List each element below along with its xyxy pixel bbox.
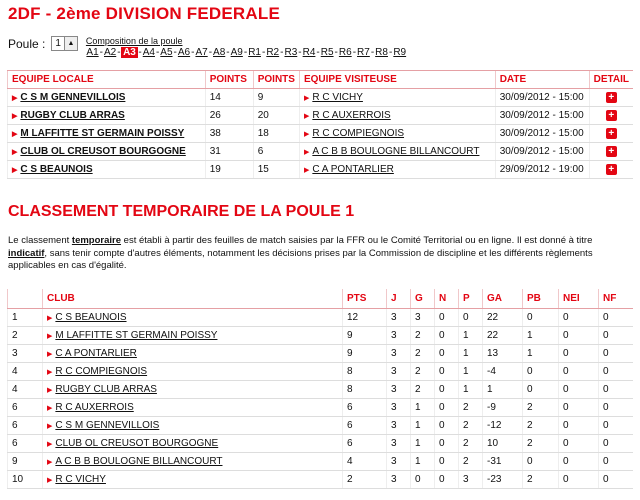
- poule-link-separator: -: [117, 47, 121, 58]
- cell-n: 0: [435, 380, 459, 398]
- cell-j: 3: [387, 308, 411, 326]
- col-points-away: POINTS: [253, 71, 299, 89]
- away-points: 18: [253, 125, 299, 143]
- poule-selector-row: [8, 36, 407, 58]
- col-p: P: [459, 289, 483, 308]
- standings-table: [7, 289, 633, 489]
- triangle-right-icon: ▶︎: [47, 368, 53, 376]
- away-points: 6: [253, 143, 299, 161]
- para-text-2: est établi à partir des feuilles de match saisies par la FFR ou le Comité Territorial ou en ligne. Il est donné à titre: [121, 235, 593, 246]
- away-points: 15: [253, 161, 299, 179]
- cell-ga: 13: [483, 344, 523, 362]
- col-pts: PTS: [343, 289, 387, 308]
- triangle-right-icon: ▶︎: [47, 314, 53, 322]
- poule-link-separator: -: [352, 47, 357, 58]
- plus-icon[interactable]: +: [606, 92, 617, 103]
- poule-link-a9[interactable]: A9: [230, 47, 243, 58]
- cell-j: 3: [387, 434, 411, 452]
- cell-j: 3: [387, 362, 411, 380]
- away-team[interactable]: [299, 107, 495, 125]
- cell-pb: 2: [523, 434, 559, 452]
- detail-cell: [589, 107, 633, 125]
- club-name[interactable]: CLUB OL CREUSOT BOURGOGNE: [55, 437, 219, 449]
- plus-icon[interactable]: +: [606, 128, 617, 139]
- cell-ga: 22: [483, 308, 523, 326]
- cell-j: 3: [387, 380, 411, 398]
- detail-cell: [589, 161, 633, 179]
- triangle-right-icon: ▶︎: [47, 350, 53, 358]
- cell-rank: 10: [8, 470, 43, 488]
- cell-nf: 0: [599, 398, 634, 416]
- triangle-right-icon: ▶︎: [12, 113, 18, 120]
- standings-row: [8, 308, 634, 326]
- cell-nf: 0: [599, 416, 634, 434]
- cell-p: 1: [459, 362, 483, 380]
- standings-row: [8, 326, 634, 344]
- cell-j: 3: [387, 344, 411, 362]
- detail-cell: [589, 89, 633, 107]
- poule-link-separator: -: [243, 47, 248, 58]
- match-date: 30/09/2012 - 15:00: [495, 107, 589, 125]
- cell-pb: 2: [523, 398, 559, 416]
- cell-pb: 0: [523, 452, 559, 470]
- triangle-right-icon: ▶︎: [12, 95, 18, 102]
- cell-nf: 0: [599, 470, 634, 488]
- triangle-right-icon: ▶︎: [47, 476, 53, 484]
- cell-n: 0: [435, 344, 459, 362]
- standings-row: [8, 380, 634, 398]
- cell-rank: 3: [8, 344, 43, 362]
- club-name[interactable]: RUGBY CLUB ARRAS: [55, 383, 157, 395]
- cell-g: 2: [411, 380, 435, 398]
- cell-nei: 0: [559, 344, 599, 362]
- poule-link-a3[interactable]: A3: [123, 47, 136, 58]
- cell-p: 1: [459, 326, 483, 344]
- club-cell[interactable]: [43, 326, 343, 344]
- away-team-name[interactable]: A C B B BOULOGNE BILLANCOURT: [312, 146, 480, 157]
- classement-description: [8, 235, 632, 273]
- away-points: 20: [253, 107, 299, 125]
- poule-link-r6[interactable]: R6: [338, 47, 352, 58]
- triangle-right-icon: ▶︎: [12, 131, 18, 138]
- cell-nei: 0: [559, 434, 599, 452]
- cell-p: 2: [459, 398, 483, 416]
- home-team[interactable]: [8, 125, 206, 143]
- cell-pts: 12: [343, 308, 387, 326]
- cell-g: 1: [411, 452, 435, 470]
- composition: [86, 36, 407, 58]
- cell-p: 2: [459, 452, 483, 470]
- poule-link-separator: -: [388, 47, 393, 58]
- col-nf: NF: [599, 289, 634, 308]
- club-name[interactable]: C A PONTARLIER: [55, 347, 137, 359]
- cell-n: 0: [435, 398, 459, 416]
- col-equipe-visiteuse: EQUIPE VISITEUSE: [299, 71, 495, 89]
- col-rank: [8, 289, 43, 308]
- poule-link-separator: -: [334, 47, 338, 58]
- home-team[interactable]: [8, 89, 206, 107]
- club-cell[interactable]: [43, 308, 343, 326]
- home-points: 14: [205, 89, 253, 107]
- away-team[interactable]: [299, 143, 495, 161]
- triangle-right-icon: ▶︎: [303, 149, 310, 156]
- triangle-right-icon: ▶︎: [303, 167, 310, 174]
- triangle-right-icon: ▶︎: [12, 149, 18, 156]
- club-name[interactable]: R C COMPIEGNOIS: [55, 365, 148, 377]
- away-team-name[interactable]: R C AUXERROIS: [312, 110, 391, 121]
- cell-rank: 1: [8, 308, 43, 326]
- cell-ga: -12: [483, 416, 523, 434]
- col-equipe-locale: EQUIPE LOCALE: [8, 71, 206, 89]
- cell-nei: 0: [559, 380, 599, 398]
- link-indicatif[interactable]: indicatif: [8, 247, 45, 259]
- cell-pts: 2: [343, 470, 387, 488]
- standings-row: [8, 452, 634, 470]
- poule-label: Poule :: [8, 37, 46, 51]
- cell-p: 2: [459, 434, 483, 452]
- col-n: N: [435, 289, 459, 308]
- standings-row: [8, 434, 634, 452]
- cell-j: 3: [387, 416, 411, 434]
- home-points: 38: [205, 125, 253, 143]
- cell-nf: 0: [599, 344, 634, 362]
- cell-g: 2: [411, 344, 435, 362]
- classement-title: CLASSEMENT TEMPORAIRE DE LA POULE 1: [8, 203, 355, 220]
- cell-n: 0: [435, 416, 459, 434]
- triangle-right-icon: ▶︎: [303, 113, 310, 120]
- cell-p: 0: [459, 308, 483, 326]
- cell-pts: 8: [343, 380, 387, 398]
- cell-j: 3: [387, 398, 411, 416]
- cell-pts: 4: [343, 452, 387, 470]
- cell-nf: 0: [599, 326, 634, 344]
- cell-g: 2: [411, 362, 435, 380]
- cell-rank: 9: [8, 452, 43, 470]
- cell-g: 1: [411, 434, 435, 452]
- cell-nei: 0: [559, 416, 599, 434]
- cell-rank: 6: [8, 398, 43, 416]
- link-temporaire[interactable]: temporaire: [71, 235, 122, 246]
- poule-link-r1[interactable]: R1: [248, 47, 261, 58]
- cell-pts: 9: [343, 326, 387, 344]
- composition-link[interactable]: Composition de la poule: [85, 36, 183, 46]
- poule-link-separator: -: [155, 47, 160, 58]
- club-name[interactable]: M LAFFITTE ST GERMAIN POISSY: [55, 329, 218, 341]
- poule-link-separator: -: [226, 47, 230, 58]
- club-cell[interactable]: [43, 434, 343, 452]
- cell-pb: 0: [523, 380, 559, 398]
- cell-pb: 2: [523, 470, 559, 488]
- cell-n: 0: [435, 452, 459, 470]
- triangle-right-icon: ▶︎: [47, 422, 53, 430]
- cell-pb: 0: [523, 308, 559, 326]
- cell-p: 3: [459, 470, 483, 488]
- cell-pts: 6: [343, 398, 387, 416]
- away-team[interactable]: [299, 89, 495, 107]
- cell-nf: 0: [599, 452, 634, 470]
- poule-link-separator: -: [173, 47, 177, 58]
- cell-pts: 9: [343, 344, 387, 362]
- match-row: [8, 161, 634, 179]
- home-team[interactable]: [8, 161, 206, 179]
- cell-p: 2: [459, 416, 483, 434]
- cell-nei: 0: [559, 308, 599, 326]
- away-team[interactable]: [299, 125, 495, 143]
- standings-row: [8, 398, 634, 416]
- match-date: 30/09/2012 - 15:00: [495, 89, 589, 107]
- cell-ga: -9: [483, 398, 523, 416]
- poule-link-separator: -: [191, 47, 195, 58]
- cell-g: 2: [411, 326, 435, 344]
- match-date: 29/09/2012 - 19:00: [495, 161, 589, 179]
- cell-nei: 0: [559, 452, 599, 470]
- home-team-name[interactable]: C S M GENNEVILLOIS: [20, 92, 126, 103]
- poule-link-a7[interactable]: A7: [195, 47, 208, 58]
- poule-links: [86, 47, 407, 58]
- poule-link-r3[interactable]: R3: [284, 47, 298, 58]
- poule-link-a5[interactable]: A5: [160, 47, 173, 58]
- plus-icon[interactable]: +: [606, 110, 617, 121]
- col-nei: NEI: [559, 289, 599, 308]
- cell-p: 1: [459, 344, 483, 362]
- triangle-right-icon: ▶︎: [47, 332, 53, 340]
- detail-cell: [589, 143, 633, 161]
- club-cell[interactable]: [43, 362, 343, 380]
- cell-nei: 0: [559, 398, 599, 416]
- poule-link-separator: -: [261, 47, 266, 58]
- standings-row: [8, 470, 634, 488]
- triangle-right-icon: ▶︎: [303, 131, 310, 138]
- poule-select-value: 1: [55, 38, 61, 49]
- para-text-1: Le classement: [8, 235, 72, 246]
- cell-p: 1: [459, 380, 483, 398]
- col-pb: PB: [523, 289, 559, 308]
- detail-cell: [589, 125, 633, 143]
- cell-pts: 8: [343, 362, 387, 380]
- club-cell[interactable]: [43, 452, 343, 470]
- cell-pb: 1: [523, 344, 559, 362]
- away-points: 9: [253, 89, 299, 107]
- cell-pts: 6: [343, 416, 387, 434]
- away-team[interactable]: [299, 161, 495, 179]
- cell-ga: 10: [483, 434, 523, 452]
- club-cell[interactable]: [43, 380, 343, 398]
- poule-link-separator: -: [370, 47, 375, 58]
- club-name[interactable]: A C B B BOULOGNE BILLANCOURT: [55, 455, 223, 467]
- col-j: J: [387, 289, 411, 308]
- matches-table: [7, 70, 633, 179]
- cell-pb: 2: [523, 416, 559, 434]
- away-team-name[interactable]: R C COMPIEGNOIS: [312, 128, 405, 139]
- poule-link-r2[interactable]: R2: [266, 47, 280, 58]
- col-detail: DETAIL: [589, 71, 633, 89]
- match-row: [8, 89, 634, 107]
- cell-nf: 0: [599, 362, 634, 380]
- cell-n: 0: [435, 308, 459, 326]
- cell-j: 3: [387, 470, 411, 488]
- club-cell[interactable]: [43, 398, 343, 416]
- cell-g: 1: [411, 416, 435, 434]
- match-date: 30/09/2012 - 15:00: [495, 125, 589, 143]
- club-cell[interactable]: [43, 344, 343, 362]
- triangle-right-icon: ▶︎: [47, 386, 53, 394]
- home-team[interactable]: [8, 107, 206, 125]
- club-name[interactable]: C S BEAUNOIS: [55, 311, 127, 323]
- cell-ga: -31: [483, 452, 523, 470]
- away-team-name[interactable]: C A PONTARLIER: [312, 164, 394, 175]
- col-date: DATE: [495, 71, 589, 89]
- poule-link-separator: -: [316, 47, 320, 58]
- poule-link-separator: -: [298, 47, 302, 58]
- triangle-right-icon: ▶︎: [47, 404, 53, 412]
- cell-g: 1: [411, 398, 435, 416]
- poule-link-a6[interactable]: A6: [177, 47, 191, 58]
- poule-link-separator: -: [99, 47, 103, 58]
- page-title: 2DF - 2ème DIVISION FEDERALE: [8, 4, 280, 23]
- cell-rank: 6: [8, 416, 43, 434]
- triangle-right-icon: ▶︎: [47, 440, 53, 448]
- cell-nei: 0: [559, 326, 599, 344]
- cell-n: 0: [435, 362, 459, 380]
- club-cell[interactable]: [43, 470, 343, 488]
- club-name[interactable]: R C VICHY: [55, 473, 106, 485]
- cell-ga: -4: [483, 362, 523, 380]
- cell-rank: 2: [8, 326, 43, 344]
- match-row: [8, 107, 634, 125]
- poule-link-separator: -: [138, 47, 142, 58]
- poule-link-r9[interactable]: R9: [393, 47, 407, 58]
- poule-link-a4[interactable]: A4: [142, 47, 155, 58]
- triangle-right-icon: ▶︎: [47, 458, 53, 466]
- standings-row: [8, 362, 634, 380]
- match-row: [8, 143, 634, 161]
- poule-link-r4[interactable]: R4: [302, 47, 316, 58]
- club-name[interactable]: C S M GENNEVILLOIS: [55, 419, 160, 431]
- poule-link-separator: -: [280, 47, 284, 58]
- triangle-right-icon: ▶︎: [303, 95, 310, 102]
- cell-rank: 4: [8, 362, 43, 380]
- col-club: CLUB: [43, 289, 343, 308]
- cell-j: 3: [387, 452, 411, 470]
- col-g: G: [411, 289, 435, 308]
- poule-link-r5[interactable]: R5: [320, 47, 334, 58]
- home-team-name[interactable]: CLUB OL CREUSOT BOURGOGNE: [20, 146, 186, 157]
- cell-n: 0: [435, 470, 459, 488]
- poule-link-a2[interactable]: A2: [104, 47, 117, 58]
- cell-pts: 6: [343, 434, 387, 452]
- club-name[interactable]: R C AUXERROIS: [55, 401, 134, 413]
- poule-link-r8[interactable]: R8: [375, 47, 388, 58]
- cell-n: 0: [435, 326, 459, 344]
- cell-nf: 0: [599, 380, 634, 398]
- poule-link-r7[interactable]: R7: [357, 47, 370, 58]
- cell-g: 0: [411, 470, 435, 488]
- cell-nf: 0: [599, 308, 634, 326]
- chevron-down-icon[interactable]: ▲︎: [64, 37, 77, 50]
- plus-icon[interactable]: +: [606, 164, 617, 175]
- away-team-name[interactable]: R C VICHY: [312, 92, 363, 103]
- home-points: 26: [205, 107, 253, 125]
- poule-link-a1[interactable]: A1: [86, 47, 99, 58]
- home-team-name[interactable]: M LAFFITTE ST GERMAIN POISSY: [20, 128, 185, 139]
- home-team[interactable]: [8, 143, 206, 161]
- standings-row: [8, 416, 634, 434]
- poule-link-separator: -: [208, 47, 213, 58]
- cell-nei: 0: [559, 470, 599, 488]
- home-points: 31: [205, 143, 253, 161]
- club-cell[interactable]: [43, 416, 343, 434]
- para-text-3: , sans tenir compte d'autres éléments, notamment les décisions prises par la Commission de discipline et les différents règlements applicables en cas d'égalité.: [8, 247, 593, 271]
- poule-link-a8[interactable]: A8: [213, 47, 226, 58]
- home-team-name[interactable]: C S BEAUNOIS: [20, 164, 93, 175]
- col-ga: GA: [483, 289, 523, 308]
- plus-icon[interactable]: +: [606, 146, 617, 157]
- cell-pb: 1: [523, 326, 559, 344]
- cell-nf: 0: [599, 434, 634, 452]
- cell-j: 3: [387, 326, 411, 344]
- poule-select[interactable]: [51, 36, 78, 51]
- cell-ga: 22: [483, 326, 523, 344]
- cell-rank: 4: [8, 380, 43, 398]
- home-team-name[interactable]: RUGBY CLUB ARRAS: [20, 110, 125, 121]
- col-points-home: POINTS: [205, 71, 253, 89]
- cell-ga: 1: [483, 380, 523, 398]
- cell-g: 3: [411, 308, 435, 326]
- standings-row: [8, 344, 634, 362]
- cell-pb: 0: [523, 362, 559, 380]
- cell-n: 0: [435, 434, 459, 452]
- home-points: 19: [205, 161, 253, 179]
- cell-rank: 6: [8, 434, 43, 452]
- triangle-right-icon: ▶︎: [12, 167, 18, 174]
- match-date: 30/09/2012 - 15:00: [495, 143, 589, 161]
- match-row: [8, 125, 634, 143]
- cell-ga: -23: [483, 470, 523, 488]
- cell-nei: 0: [559, 362, 599, 380]
